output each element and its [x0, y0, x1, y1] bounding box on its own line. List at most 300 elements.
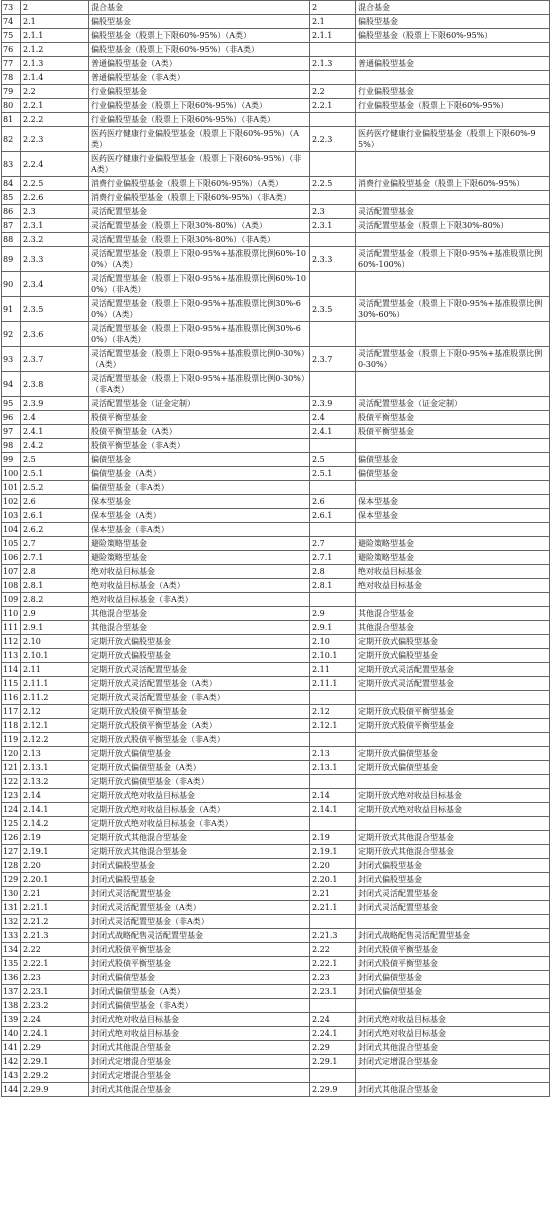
- old-category-name-cell: 定期开放式偏股型基金: [89, 649, 310, 663]
- old-category-name-cell: 灵活配置型基金（股票上下限0-95%+基准股票比例0-30%）（非A类）: [89, 372, 310, 397]
- old-category-name-cell: 定期开放式偏债型基金（非A类）: [89, 775, 310, 789]
- new-code-cell: 2.9: [310, 607, 356, 621]
- table-row: [2, 705, 550, 719]
- old-code-cell: 2.3.6: [21, 322, 89, 347]
- table-row: [2, 523, 550, 537]
- new-code-cell: 2.20.1: [310, 873, 356, 887]
- new-category-name-cell: 封闭式偏债型基金: [356, 971, 550, 985]
- new-category-name-cell: [356, 191, 550, 205]
- old-code-cell: 2.6.2: [21, 523, 89, 537]
- row-number-cell: 75: [2, 29, 21, 43]
- row-number-cell: 104: [2, 523, 21, 537]
- table-row: [2, 579, 550, 593]
- row-number-cell: 138: [2, 999, 21, 1013]
- row-number-cell: 116: [2, 691, 21, 705]
- new-code-cell: 2.24.1: [310, 1027, 356, 1041]
- new-category-name-cell: 封闭式绝对收益目标基金: [356, 1027, 550, 1041]
- new-category-name-cell: 其他混合型基金: [356, 621, 550, 635]
- table-row: [2, 789, 550, 803]
- new-code-cell: 2.6.1: [310, 509, 356, 523]
- old-category-name-cell: 定期开放式灵活配置型基金（A类）: [89, 677, 310, 691]
- old-category-name-cell: 医药医疗健康行业偏股型基金（股票上下限60%-95%）（非A类）: [89, 152, 310, 177]
- row-number-cell: 131: [2, 901, 21, 915]
- old-code-cell: 2.2.1: [21, 99, 89, 113]
- new-code-cell: 2.8: [310, 565, 356, 579]
- row-number-cell: 123: [2, 789, 21, 803]
- new-code-cell: [310, 999, 356, 1013]
- new-category-name-cell: 封闭式偏股型基金: [356, 859, 550, 873]
- table-row: [2, 71, 550, 85]
- new-category-name-cell: 定期开放式偏股型基金: [356, 635, 550, 649]
- new-code-cell: 2.10: [310, 635, 356, 649]
- new-category-name-cell: 保本型基金: [356, 509, 550, 523]
- old-code-cell: 2.1.4: [21, 71, 89, 85]
- old-code-cell: 2.23: [21, 971, 89, 985]
- new-category-name-cell: [356, 481, 550, 495]
- new-code-cell: 2.14.1: [310, 803, 356, 817]
- table-row: [2, 943, 550, 957]
- old-category-name-cell: 封闭式偏债型基金（A类）: [89, 985, 310, 999]
- new-category-name-cell: 避险策略型基金: [356, 551, 550, 565]
- table-row: [2, 411, 550, 425]
- table-row: [2, 985, 550, 999]
- new-code-cell: 2.4: [310, 411, 356, 425]
- row-number-cell: 80: [2, 99, 21, 113]
- table-row: [2, 635, 550, 649]
- old-category-name-cell: 封闭式灵活配置型基金: [89, 887, 310, 901]
- new-code-cell: 2.4.1: [310, 425, 356, 439]
- new-category-name-cell: [356, 775, 550, 789]
- old-category-name-cell: 偏股型基金: [89, 15, 310, 29]
- old-code-cell: 2.3.7: [21, 347, 89, 372]
- row-number-cell: 122: [2, 775, 21, 789]
- old-code-cell: 2.10.1: [21, 649, 89, 663]
- old-code-cell: 2.2.4: [21, 152, 89, 177]
- row-number-cell: 92: [2, 322, 21, 347]
- old-code-cell: 2.14.1: [21, 803, 89, 817]
- row-number-cell: 81: [2, 113, 21, 127]
- old-code-cell: 2.14: [21, 789, 89, 803]
- old-category-name-cell: 封闭式偏债型基金: [89, 971, 310, 985]
- new-code-cell: 2.2.5: [310, 177, 356, 191]
- new-category-name-cell: 定期开放式股债平衡型基金: [356, 705, 550, 719]
- new-category-name-cell: 封闭式偏股型基金: [356, 873, 550, 887]
- new-category-name-cell: 定期开放式偏债型基金: [356, 747, 550, 761]
- row-number-cell: 107: [2, 565, 21, 579]
- row-number-cell: 109: [2, 593, 21, 607]
- row-number-cell: 117: [2, 705, 21, 719]
- table-row: [2, 831, 550, 845]
- row-number-cell: 132: [2, 915, 21, 929]
- table-row: [2, 1041, 550, 1055]
- old-category-name-cell: 定期开放式股债平衡型基金（A类）: [89, 719, 310, 733]
- old-category-name-cell: 股债平衡型基金: [89, 411, 310, 425]
- old-code-cell: 2.1.3: [21, 57, 89, 71]
- row-number-cell: 86: [2, 205, 21, 219]
- new-category-name-cell: [356, 43, 550, 57]
- table-row: [2, 177, 550, 191]
- table-row: [2, 57, 550, 71]
- row-number-cell: 74: [2, 15, 21, 29]
- new-code-cell: 2.19: [310, 831, 356, 845]
- old-code-cell: 2.13: [21, 747, 89, 761]
- new-code-cell: 2.8.1: [310, 579, 356, 593]
- old-code-cell: 2.11.2: [21, 691, 89, 705]
- new-category-name-cell: [356, 152, 550, 177]
- new-category-name-cell: [356, 439, 550, 453]
- old-code-cell: 2.2: [21, 85, 89, 99]
- new-category-name-cell: 偏债型基金: [356, 467, 550, 481]
- table-row: [2, 775, 550, 789]
- new-code-cell: 2.3.3: [310, 247, 356, 272]
- old-category-name-cell: 偏债型基金: [89, 453, 310, 467]
- row-number-cell: 121: [2, 761, 21, 775]
- table-row: [2, 565, 550, 579]
- old-category-name-cell: 封闭式偏股型基金: [89, 873, 310, 887]
- old-category-name-cell: 灵活配置型基金（股票上下限0-95%+基准股票比例0-30%）（A类）: [89, 347, 310, 372]
- old-code-cell: 2.21.2: [21, 915, 89, 929]
- old-category-name-cell: 灵活配置型基金: [89, 205, 310, 219]
- old-category-name-cell: 灵活配置型基金（股票上下限0-95%+基准股票比例60%-100%）（非A类）: [89, 272, 310, 297]
- old-code-cell: 2.20.1: [21, 873, 89, 887]
- new-code-cell: [310, 71, 356, 85]
- new-category-name-cell: 混合基金: [356, 1, 550, 15]
- new-code-cell: 2.3.9: [310, 397, 356, 411]
- row-number-cell: 93: [2, 347, 21, 372]
- old-category-name-cell: 医药医疗健康行业偏股型基金（股票上下限60%-95%）（A类）: [89, 127, 310, 152]
- table-row: [2, 733, 550, 747]
- new-category-name-cell: 行业偏股型基金（股票上下限60%-95%）: [356, 99, 550, 113]
- new-category-name-cell: 灵活配置型基金（股票上下限0-95%+基准股票比例30%-60%）: [356, 297, 550, 322]
- old-category-name-cell: 定期开放式灵活配置型基金: [89, 663, 310, 677]
- table-row: [2, 663, 550, 677]
- old-category-name-cell: 行业偏股型基金: [89, 85, 310, 99]
- new-code-cell: [310, 733, 356, 747]
- old-code-cell: 2.29.1: [21, 1055, 89, 1069]
- table-row: [2, 43, 550, 57]
- new-category-name-cell: 绝对收益目标基金: [356, 579, 550, 593]
- old-category-name-cell: 封闭式偏债型基金（非A类）: [89, 999, 310, 1013]
- row-number-cell: 130: [2, 887, 21, 901]
- table-row: [2, 113, 550, 127]
- old-code-cell: 2.11.1: [21, 677, 89, 691]
- old-category-name-cell: 封闭式定增混合型基金: [89, 1055, 310, 1069]
- old-category-name-cell: 其他混合型基金: [89, 621, 310, 635]
- new-code-cell: [310, 593, 356, 607]
- table-row: [2, 453, 550, 467]
- new-code-cell: [310, 691, 356, 705]
- table-row: [2, 817, 550, 831]
- new-code-cell: 2.29.9: [310, 1083, 356, 1097]
- table-row: [2, 1, 550, 15]
- table-row: [2, 99, 550, 113]
- old-category-name-cell: 偏股型基金（股票上下限60%-95%）（非A类）: [89, 43, 310, 57]
- table-row: [2, 887, 550, 901]
- table-row: [2, 347, 550, 372]
- new-category-name-cell: 其他混合型基金: [356, 607, 550, 621]
- old-code-cell: 2.3.2: [21, 233, 89, 247]
- old-code-cell: 2.7: [21, 537, 89, 551]
- row-number-cell: 89: [2, 247, 21, 272]
- old-code-cell: 2.23.1: [21, 985, 89, 999]
- old-code-cell: 2: [21, 1, 89, 15]
- row-number-cell: 105: [2, 537, 21, 551]
- new-category-name-cell: 定期开放式偏债型基金: [356, 761, 550, 775]
- old-code-cell: 2.13.2: [21, 775, 89, 789]
- old-code-cell: 2.6: [21, 495, 89, 509]
- table-row: [2, 761, 550, 775]
- table-row: [2, 677, 550, 691]
- old-code-cell: 2.21: [21, 887, 89, 901]
- old-code-cell: 2.22.1: [21, 957, 89, 971]
- new-category-name-cell: 消费行业偏股型基金（股票上下限60%-95%）: [356, 177, 550, 191]
- new-code-cell: 2.1.1: [310, 29, 356, 43]
- old-category-name-cell: 封闭式绝对收益目标基金: [89, 1027, 310, 1041]
- new-code-cell: [310, 1069, 356, 1083]
- new-category-name-cell: [356, 733, 550, 747]
- table-row: [2, 901, 550, 915]
- table-row: [2, 481, 550, 495]
- row-number-cell: 140: [2, 1027, 21, 1041]
- old-code-cell: 2.1.1: [21, 29, 89, 43]
- old-code-cell: 2.9.1: [21, 621, 89, 635]
- table-row: [2, 205, 550, 219]
- new-category-name-cell: 灵活配置型基金（证金定制）: [356, 397, 550, 411]
- new-code-cell: 2.20: [310, 859, 356, 873]
- old-code-cell: 2.7.1: [21, 551, 89, 565]
- old-category-name-cell: 封闭式灵活配置型基金（A类）: [89, 901, 310, 915]
- old-code-cell: 2.2.6: [21, 191, 89, 205]
- new-code-cell: 2.2.1: [310, 99, 356, 113]
- new-code-cell: 2.29.1: [310, 1055, 356, 1069]
- table-row: [2, 272, 550, 297]
- row-number-cell: 82: [2, 127, 21, 152]
- old-category-name-cell: 定期开放式其他混合型基金: [89, 831, 310, 845]
- table-body: [2, 1, 550, 1097]
- new-code-cell: 2.21: [310, 887, 356, 901]
- old-code-cell: 2.21.1: [21, 901, 89, 915]
- new-category-name-cell: [356, 113, 550, 127]
- new-code-cell: 2.13: [310, 747, 356, 761]
- row-number-cell: 106: [2, 551, 21, 565]
- table-row: [2, 607, 550, 621]
- row-number-cell: 134: [2, 943, 21, 957]
- table-row: [2, 297, 550, 322]
- table-row: [2, 191, 550, 205]
- row-number-cell: 125: [2, 817, 21, 831]
- new-code-cell: [310, 817, 356, 831]
- old-category-name-cell: 封闭式灵活配置型基金（非A类）: [89, 915, 310, 929]
- new-code-cell: 2.3.5: [310, 297, 356, 322]
- new-category-name-cell: 定期开放式灵活配置型基金: [356, 677, 550, 691]
- new-category-name-cell: 定期开放式绝对收益目标基金: [356, 803, 550, 817]
- old-code-cell: 2.1.2: [21, 43, 89, 57]
- old-category-name-cell: 定期开放式绝对收益目标基金（A类）: [89, 803, 310, 817]
- table-row: [2, 803, 550, 817]
- new-category-name-cell: [356, 915, 550, 929]
- old-category-name-cell: 绝对收益目标基金（非A类）: [89, 593, 310, 607]
- old-code-cell: 2.11: [21, 663, 89, 677]
- new-category-name-cell: 避险策略型基金: [356, 537, 550, 551]
- new-code-cell: 2.2: [310, 85, 356, 99]
- table-row: [2, 495, 550, 509]
- old-category-name-cell: 定期开放式偏债型基金: [89, 747, 310, 761]
- new-code-cell: 2.22.1: [310, 957, 356, 971]
- new-category-name-cell: 行业偏股型基金: [356, 85, 550, 99]
- old-code-cell: 2.3.3: [21, 247, 89, 272]
- old-category-name-cell: 偏股型基金（股票上下限60%-95%）（A类）: [89, 29, 310, 43]
- table-row: [2, 691, 550, 705]
- new-code-cell: [310, 523, 356, 537]
- new-category-name-cell: [356, 691, 550, 705]
- new-code-cell: 2.21.3: [310, 929, 356, 943]
- old-category-name-cell: 保本型基金: [89, 495, 310, 509]
- old-code-cell: 2.24: [21, 1013, 89, 1027]
- old-category-name-cell: 保本型基金（A类）: [89, 509, 310, 523]
- new-code-cell: [310, 191, 356, 205]
- row-number-cell: 126: [2, 831, 21, 845]
- row-number-cell: 77: [2, 57, 21, 71]
- row-number-cell: 76: [2, 43, 21, 57]
- old-code-cell: 2.24.1: [21, 1027, 89, 1041]
- new-code-cell: 2.9.1: [310, 621, 356, 635]
- table-row: [2, 957, 550, 971]
- new-category-name-cell: 灵活配置型基金: [356, 205, 550, 219]
- old-code-cell: 2.19.1: [21, 845, 89, 859]
- old-category-name-cell: 偏债型基金（A类）: [89, 467, 310, 481]
- new-category-name-cell: 灵活配置型基金（股票上下限0-95%+基准股票比例60%-100%）: [356, 247, 550, 272]
- table-row: [2, 15, 550, 29]
- new-code-cell: 2.23: [310, 971, 356, 985]
- old-code-cell: 2.14.2: [21, 817, 89, 831]
- row-number-cell: 103: [2, 509, 21, 523]
- new-code-cell: [310, 272, 356, 297]
- old-category-name-cell: 避险策略型基金: [89, 551, 310, 565]
- table-row: [2, 929, 550, 943]
- old-category-name-cell: 股债平衡型基金（非A类）: [89, 439, 310, 453]
- old-category-name-cell: 定期开放式偏债型基金（A类）: [89, 761, 310, 775]
- old-code-cell: 2.29.9: [21, 1083, 89, 1097]
- old-category-name-cell: 灵活配置型基金（股票上下限0-95%+基准股票比例30%-60%）（非A类）: [89, 322, 310, 347]
- new-code-cell: 2.19.1: [310, 845, 356, 859]
- table-row: [2, 999, 550, 1013]
- new-code-cell: 2.7.1: [310, 551, 356, 565]
- old-category-name-cell: 偏债型基金（非A类）: [89, 481, 310, 495]
- new-code-cell: 2.22: [310, 943, 356, 957]
- new-category-name-cell: 封闭式其他混合型基金: [356, 1041, 550, 1055]
- row-number-cell: 78: [2, 71, 21, 85]
- old-category-name-cell: 混合基金: [89, 1, 310, 15]
- old-code-cell: 2.10: [21, 635, 89, 649]
- row-number-cell: 87: [2, 219, 21, 233]
- old-category-name-cell: 灵活配置型基金（股票上下限30%-80%）（非A类）: [89, 233, 310, 247]
- table-row: [2, 649, 550, 663]
- row-number-cell: 141: [2, 1041, 21, 1055]
- new-category-name-cell: 医药医疗健康行业偏股型基金（股票上下限60%-95%）: [356, 127, 550, 152]
- old-code-cell: 2.2.5: [21, 177, 89, 191]
- table-row: [2, 593, 550, 607]
- row-number-cell: 142: [2, 1055, 21, 1069]
- old-code-cell: 2.29.2: [21, 1069, 89, 1083]
- table-row: [2, 621, 550, 635]
- row-number-cell: 118: [2, 719, 21, 733]
- row-number-cell: 79: [2, 85, 21, 99]
- row-number-cell: 114: [2, 663, 21, 677]
- table-row: [2, 537, 550, 551]
- new-category-name-cell: 普通偏股型基金: [356, 57, 550, 71]
- row-number-cell: 111: [2, 621, 21, 635]
- old-code-cell: 2.19: [21, 831, 89, 845]
- old-code-cell: 2.6.1: [21, 509, 89, 523]
- new-category-name-cell: 封闭式定增混合型基金: [356, 1055, 550, 1069]
- old-category-name-cell: 封闭式绝对收益目标基金: [89, 1013, 310, 1027]
- old-category-name-cell: 股债平衡型基金（A类）: [89, 425, 310, 439]
- old-code-cell: 2.13.1: [21, 761, 89, 775]
- old-category-name-cell: 行业偏股型基金（股票上下限60%-95%）（A类）: [89, 99, 310, 113]
- table-row: [2, 1083, 550, 1097]
- old-category-name-cell: 行业偏股型基金（股票上下限60%-95%）（非A类）: [89, 113, 310, 127]
- table-row: [2, 397, 550, 411]
- row-number-cell: 135: [2, 957, 21, 971]
- old-code-cell: 2.5.2: [21, 481, 89, 495]
- old-category-name-cell: 封闭式战略配售灵活配置型基金: [89, 929, 310, 943]
- fund-classification-table: [1, 0, 550, 1097]
- new-category-name-cell: 封闭式偏债型基金: [356, 985, 550, 999]
- new-category-name-cell: [356, 71, 550, 85]
- row-number-cell: 136: [2, 971, 21, 985]
- row-number-cell: 144: [2, 1083, 21, 1097]
- new-category-name-cell: 封闭式股债平衡型基金: [356, 957, 550, 971]
- table-row: [2, 1013, 550, 1027]
- old-code-cell: 2.12: [21, 705, 89, 719]
- old-category-name-cell: 封闭式其他混合型基金: [89, 1083, 310, 1097]
- row-number-cell: 91: [2, 297, 21, 322]
- row-number-cell: 73: [2, 1, 21, 15]
- new-category-name-cell: [356, 1069, 550, 1083]
- old-category-name-cell: 灵活配置型基金（股票上下限0-95%+基准股票比例30%-60%）（A类）: [89, 297, 310, 322]
- old-code-cell: 2.8.2: [21, 593, 89, 607]
- new-code-cell: 2.24: [310, 1013, 356, 1027]
- old-code-cell: 2.3.4: [21, 272, 89, 297]
- new-category-name-cell: 灵活配置型基金（股票上下限30%-80%）: [356, 219, 550, 233]
- old-code-cell: 2.5: [21, 453, 89, 467]
- table-row: [2, 873, 550, 887]
- new-category-name-cell: [356, 322, 550, 347]
- table-row: [2, 85, 550, 99]
- new-code-cell: [310, 372, 356, 397]
- old-category-name-cell: 封闭式偏股型基金: [89, 859, 310, 873]
- new-category-name-cell: [356, 523, 550, 537]
- old-code-cell: 2.2.3: [21, 127, 89, 152]
- new-category-name-cell: 定期开放式其他混合型基金: [356, 831, 550, 845]
- old-code-cell: 2.3.5: [21, 297, 89, 322]
- row-number-cell: 84: [2, 177, 21, 191]
- new-code-cell: [310, 322, 356, 347]
- new-category-name-cell: 绝对收益目标基金: [356, 565, 550, 579]
- new-code-cell: [310, 775, 356, 789]
- new-code-cell: 2.12: [310, 705, 356, 719]
- old-code-cell: 2.23.2: [21, 999, 89, 1013]
- row-number-cell: 120: [2, 747, 21, 761]
- row-number-cell: 96: [2, 411, 21, 425]
- new-category-name-cell: 封闭式其他混合型基金: [356, 1083, 550, 1097]
- table-row: [2, 1069, 550, 1083]
- row-number-cell: 83: [2, 152, 21, 177]
- row-number-cell: 97: [2, 425, 21, 439]
- new-code-cell: 2.14: [310, 789, 356, 803]
- new-code-cell: [310, 915, 356, 929]
- table-row: [2, 29, 550, 43]
